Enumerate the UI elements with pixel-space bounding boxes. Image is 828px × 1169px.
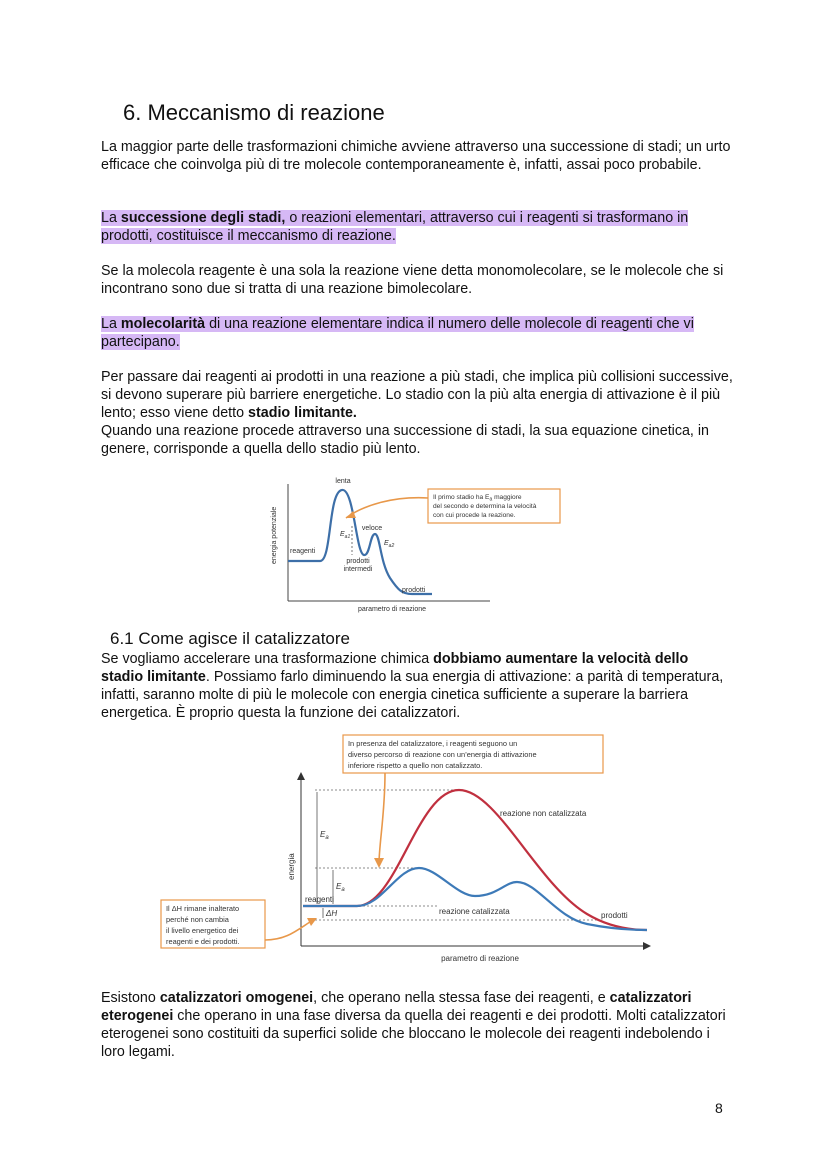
curve-catalizzata xyxy=(303,868,647,930)
paragraph-catalizzatore xyxy=(101,650,733,722)
paragraph-catalizzatori-tipi xyxy=(101,989,733,1061)
label-prodotti-intermedi-2: intermedi xyxy=(343,566,373,573)
callout-top-line-3: inferiore rispetto a quello non catalizzato. xyxy=(348,761,483,770)
figure-catalysis-energy-diagram xyxy=(157,734,657,966)
label-catalizzata: reazione catalizzata xyxy=(439,907,510,916)
text-fragment: Esistono xyxy=(101,990,160,1006)
highlight-successione xyxy=(101,210,688,244)
text-fragment: , che operano nella stessa fase dei reagenti, e xyxy=(313,990,610,1006)
callout-line-1: Il primo stadio ha $E_a$ maggiore xyxy=(433,494,522,503)
text-fragment: La xyxy=(101,316,121,332)
label-ea: $E_a$ xyxy=(320,830,329,841)
text-fragment: o reazioni elementari, attraverso cui i reagenti si trasformano in prodotti, costituisce il meccanismo di reazione. xyxy=(101,210,689,244)
subsection-title: 6.1 Come agisce il catalizzatore xyxy=(110,629,351,648)
paragraph-successione xyxy=(101,209,733,245)
text-fragment: di una reazione elementare indica il numero delle molecole di reagenti che vi partecipano. xyxy=(101,316,694,350)
paragraph-monomolecolare: Se la molecola reagente è una sola la reazione viene detta monomolecolare, se le molecole che si incontrano sono due si tratta di una reazione bimolecolare. xyxy=(101,263,724,297)
section-title: 6. Meccanismo di reazione xyxy=(123,100,385,125)
text-fragment: La xyxy=(101,210,121,226)
bold-term-stadio-limitante: stadio limitante. xyxy=(248,405,357,421)
text-fragment: Per passare dai reagenti ai prodotti in una reazione a più stadi, che implica più collisioni successive, si devono superare più barriere energetiche. Lo stadio con la più alta energia di attivazione è il più lento; esso viene detto xyxy=(101,369,733,421)
callout-left-line-4: reagenti e dei prodotti. xyxy=(166,937,240,946)
label-reagenti: reagenti xyxy=(305,895,334,904)
callout-top-line-1: In presenza del catalizzatore, i reagenti seguono un xyxy=(348,739,518,748)
y-axis-label: energia xyxy=(287,853,296,880)
paragraph-molecolarita xyxy=(101,315,733,351)
text-fragment: Quando una reazione procede attraverso una successione di stadi, la sua equazione cinetica, in genere, corrisponde a quella dello stadio più lento. xyxy=(101,423,710,457)
callout-arrow xyxy=(346,498,428,518)
callout-line-2: del secondo e determina la velocità xyxy=(433,503,537,510)
callout-left-arrow xyxy=(265,920,313,940)
callout-top-line-2: diverso percorso di reazione con un’energia di attivazione xyxy=(348,750,537,759)
label-prodotti: prodotti xyxy=(402,587,426,594)
label-ea2: $E_{a2}$ xyxy=(384,540,395,549)
label-reagenti: reagenti xyxy=(290,548,316,555)
label-veloce: veloce xyxy=(361,525,383,532)
x-axis-label: parametro di reazione xyxy=(441,954,519,963)
paragraph-stadio-limitante xyxy=(101,368,733,458)
highlight-molecolarita xyxy=(101,316,694,350)
label-prodotti-intermedi-1: prodotti xyxy=(346,558,370,565)
paragraph-intro: La maggior parte delle trasformazioni chimiche avviene attraverso una successione di stadi; un urto efficace che coinvolga più di tre molecole contemporaneamente è, infatti, assai poco probabile. xyxy=(101,139,731,173)
label-ea1: $E_{a1}$ xyxy=(340,531,351,540)
energy-curve xyxy=(288,490,432,594)
label-non-catalizzata: reazione non catalizzata xyxy=(500,809,587,818)
callout-left-line-2: perché non cambia xyxy=(166,915,229,924)
bold-term-velocita: dobbiamo aumentare la velocità dello stadio limitante xyxy=(101,651,689,685)
callout-top-arrow xyxy=(379,773,385,864)
page-number: 8 xyxy=(715,1100,723,1116)
bold-term-eterogenei: catalizzatori eterogenei xyxy=(101,990,692,1024)
bold-term-omogenei: catalizzatori omogenei xyxy=(159,990,314,1006)
label-lenta: lenta xyxy=(335,478,351,485)
bold-term-successione: successione degli stadi, xyxy=(120,210,286,226)
callout-left-line-3: il livello energetico dei xyxy=(166,926,239,935)
callout-line-3: con cui procede la reazione. xyxy=(433,512,516,519)
callout-top-arrowhead xyxy=(374,858,384,868)
text-fragment: . Possiamo farlo diminuendo la sua energia di attivazione: a parità di temperatura, infatti, saranno molte di più le molecole con energia cinetica sufficiente a superare la barriera energetica. È proprio questa la funzione dei catalizzatori. xyxy=(101,669,724,721)
figure-multistep-energy-diagram xyxy=(262,474,572,616)
callout-left-line-1: Il ΔH rimane inalterato xyxy=(166,904,240,913)
x-axis-label: parametro di reazione xyxy=(357,606,427,613)
text-fragment: che operano in una fase diversa da quella dei reagenti e dei prodotti. Molti catalizzatori eterogenei sono costituiti da superfici solide che bloccano le molecole dei reagenti indebolendo i loro legami. xyxy=(101,1008,726,1060)
label-prodotti: prodotti xyxy=(601,911,628,920)
label-dh: ΔH xyxy=(326,909,338,918)
text-fragment: Se vogliamo accelerare una trasformazione chimica xyxy=(101,651,434,667)
label-ea-cat: $E_a$ xyxy=(336,882,345,893)
bold-term-molecolarita: molecolarità xyxy=(120,316,206,332)
x-axis-arrowhead xyxy=(643,942,651,950)
y-axis-arrowhead xyxy=(297,772,305,780)
y-axis-label: energia potenziale xyxy=(271,506,278,564)
